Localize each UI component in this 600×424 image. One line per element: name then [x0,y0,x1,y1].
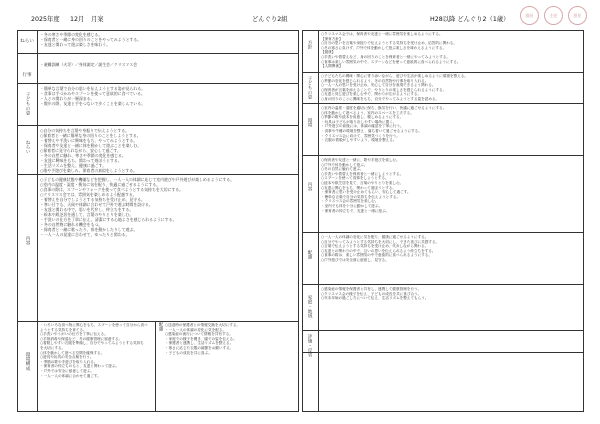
right-label-divider [318,30,319,412]
month-label: 12月 [70,16,85,23]
right-content-text: ○保育者や友達と一緒に、歌や手遊びを楽しむ。 ○戸外で体を動かして遊ぶ。 ○冬の自然に触れて遊ぶ。 ○手洗いや着替えを保育者と一緒にしようとする。 ○スプーンを使って食事をしようとする。 ○絵本や紙芝居を見て、言葉のやりとりを楽しむ。 ○友達に関心をもち、関わって遊ぼうとする。 ・保育者に思いを受け止めてもらい、安心して過ごす。 ・簡単な言葉で自分の気持ちを伝えようとする。 ・クリスマス会の雰囲気を楽しむ。 ・室内でも体を十分に動かして遊ぶ。 ・保育者の仲立ちで、友達と一緒に遊ぶ。 [321,158,411,213]
approval-stamp: 担任 [568,6,587,25]
left-env-divider [155,321,156,412]
content-label: 内容 [25,236,30,246]
right-env-label: 環境 [307,118,312,128]
env-label: 環境構成 [25,352,30,371]
class-name: どんぐり2組 [252,16,288,23]
consider-label: 配慮 [158,322,163,332]
right-consider-label: 配慮 [307,250,312,260]
family-text: ○感染症の情報を保護者と共有し、連携して健康管理を行う。 ○クリスマス会の様子を伝え、子どもの成長を共に喜び合う。 ○年末年始の過ごし方について伝え、生活リズムを整えてもらう。 [321,287,429,301]
env-text: ・いろいろな食べ物に関心をもち、スプーンを使って自分から食べ ようとする気持ちを育てる。 ○手洗いやうがいの仕方を丁寧に伝える。 ○手指消毒や保湿など、冬の健康管理に留意する。 ○着脱しやすい衣服を準備し、自分でやってみようとする気持ち を大切にする。 ○体を動かして遊べる空間を確保する。 ○遊具や玩具の安全点検を行う。 ・季節の歌や手遊びを取り入れる。 ・保育者の仲立ちのもと、友達と関わって遊ぶ。 ・戸外では安全に留意して遊ぶ。 ・一人一人の体調に合わせて過ごす。 [40,323,148,378]
content-text: ○子どもの健康状態や機嫌などを把握し、一人一人の体調に応じて室内遊びや戸外遊びが楽しめるようにする。 ○室内の温度・湿度・換気に気を配り、快適に過ごせるようにする。 ○食事の際は、スプーンやフォークを使って食べようとする気持ちを大切にする。 ○クリスマス会では、雰囲気を楽しめるよう配慮する。 ・着替えを自分でしようとする気持ちを受け止め、見守る。 ・寒い日でも、天候や体調に合わせて戸外で遊ぶ時間を設ける。 ・友達と関わる中で、思いを代弁し、仲立ちをする。 ・絵本や紙芝居を通して、言葉のやりとりを楽しむ。 ・手洗いの仕方を丁寧に伝え、清潔にする心地よさを感じられるようにする。 ・冬の自然物に触れる機会をもつ。 ・保育者と一緒に歌ったり、体を動かしたりして遊ぶ。 ・一人一人の発達に合わせて、ゆったりと関わる。 [40,177,235,237]
approval-stamp: 主任 [544,6,563,25]
class-detail: H28以降 どんぐり2（1歳） [430,16,510,23]
right-env-text: ○室内の温度・湿度を適切に保ち、換気を行い、快適に過ごせるようにする。 ○体を動かして遊べるよう、室内のスペースを工夫する。 ○季節の歌や絵本を用意し、親しめるようにする。 ・玩具は子どもが取り出しやすい場所に置く。 ・戸外遊びの前後には、体調の確認を丁寧に行う。 ・食事や午睡の環境を整え、落ち着いて過ごせるようにする。 ・クリスマス会に向けて、雰囲気づくりを行う。 ・衣服の着脱がしやすいよう、環境を整える。 [321,106,447,143]
aims-text: ・冬の寒さや季節の変化を感じる。 ・保育者と一緒に身の回りのことをやってみようとする。 ・友達と関わって遊ぶ楽しさを味わう。 [40,32,142,47]
family-label: 家庭・地域 [307,295,312,318]
events-label: 行事 [22,73,32,78]
child-label: 子どもの姿 [25,92,30,115]
year-label: 2025年度 [31,16,60,23]
left-label-divider [37,30,38,412]
reflection-label: 評価・反省 [307,334,312,357]
right-consider-text: ○一人一人の体調の変化に気を配り、健康に過ごせるようにする。 ○自分でやってみようとする気持ちを大切にし、できた喜びに共感する。 ○言葉で伝えようとする気持ちを受け止め、代弁しながら関わる。 ○友達との関わりの中で、互いの思いを伝えられるよう仲立ちをする。 ○食事の際は、楽しい雰囲気の中で意欲的に食べられるようにする。 ○戸外遊びでは安全面に留意し、見守る。 [321,235,440,262]
events-text: ・避難訓練（火災）／身体測定／誕生会／クリスマス会 [40,62,138,67]
plan-type-label: 月案 [91,16,104,23]
right-child-text: ○子どもたちの興味・関心に寄り添いながら、遊びや生活が楽しめるように環境を整える。 ○季節の変化を感じられるよう、冬の自然物や行事を取り入れる。 ○一人一人の思いを受け止め、安心して自分を表現できるよう関わる。 ○保育者が言葉を添えることで、やりとりの楽しさを感じられるようにする。 ○友達と同じ遊びを楽しむ中で、関わりが広がるようにする。 ○身の回りのことに興味をもち、自分でやってみようとする姿を認める。 [321,74,468,101]
aim2-text: ○自分の気持ちを言葉や身振りで伝えようとする。 ○保育者と一緒に簡単な身の回りのことをしようとする。 ・着替えや手洗いに興味をもち、やってみようとする。 ・保育者や友達と一緒に体を動かして遊ぶことを楽しむ。 ○保育者に見守られながら、安心して過ごす。 ・冬の自然に触れ、寒さや季節の変化を感じる。 ・友達に興味をもち、関わって遊ぼうとする。 ・生活リズムを整え、健康に過ごす。 ○歌や手遊びを楽しみ、保育者の真似をしようとする。 [40,128,142,173]
right-child-label: 子どもの姿 [307,76,312,99]
reflection-text [321,333,581,351]
consider-text: ○送迎時の保護者との情報交換を大切にする。 ・一人一人の体調の変化に気を配る。 ○感染症の流行について情報を共有する。 ・家庭での様子を聞き、園での姿を伝える。 ・保護者と連携し、生活リズムを整える。 ・寒さに応じた衣服の調節をお願いする。 ・子どもの成長を共に喜ぶ。 [165,323,241,355]
policy-label: 方針 [307,40,312,50]
approval-stamp: 園長 [520,6,539,25]
approval-stamps [520,6,587,25]
policy-text: ○クリスマス会では、保育者や友達と一緒に雰囲気を楽しめるようにする。 【保育方針】 ○自分の思いを言葉や身振りで伝えようとする気持ちを受け止め、応答的に関わる。 ○冬の寒さに負けず、戸外で体を動かして遊ぶ楽しさを味わえるようにする。 【健康】 ○手洗いや着替えなど、身の回りのことを保育者と一緒にやってみようとする。 ○食事は楽しい雰囲気の中で、スプーンなどを使って意欲的に食べられるようにする。 【人間関係】 [321,32,461,69]
child-text: ・簡単な言葉で自分の思いを伝えようとする姿が見られる。 ・食事は手づかみやスプーンを使って意欲的に食べている。 ・人との関わりが一層深まる。 ・散歩の際、友達と手をつないで歩くことを楽しんでいる。 [40,86,146,106]
aim2-label: ねらい [25,140,30,154]
aims-label: ねらい [20,39,34,44]
right-content-label: 内容 [307,182,312,192]
